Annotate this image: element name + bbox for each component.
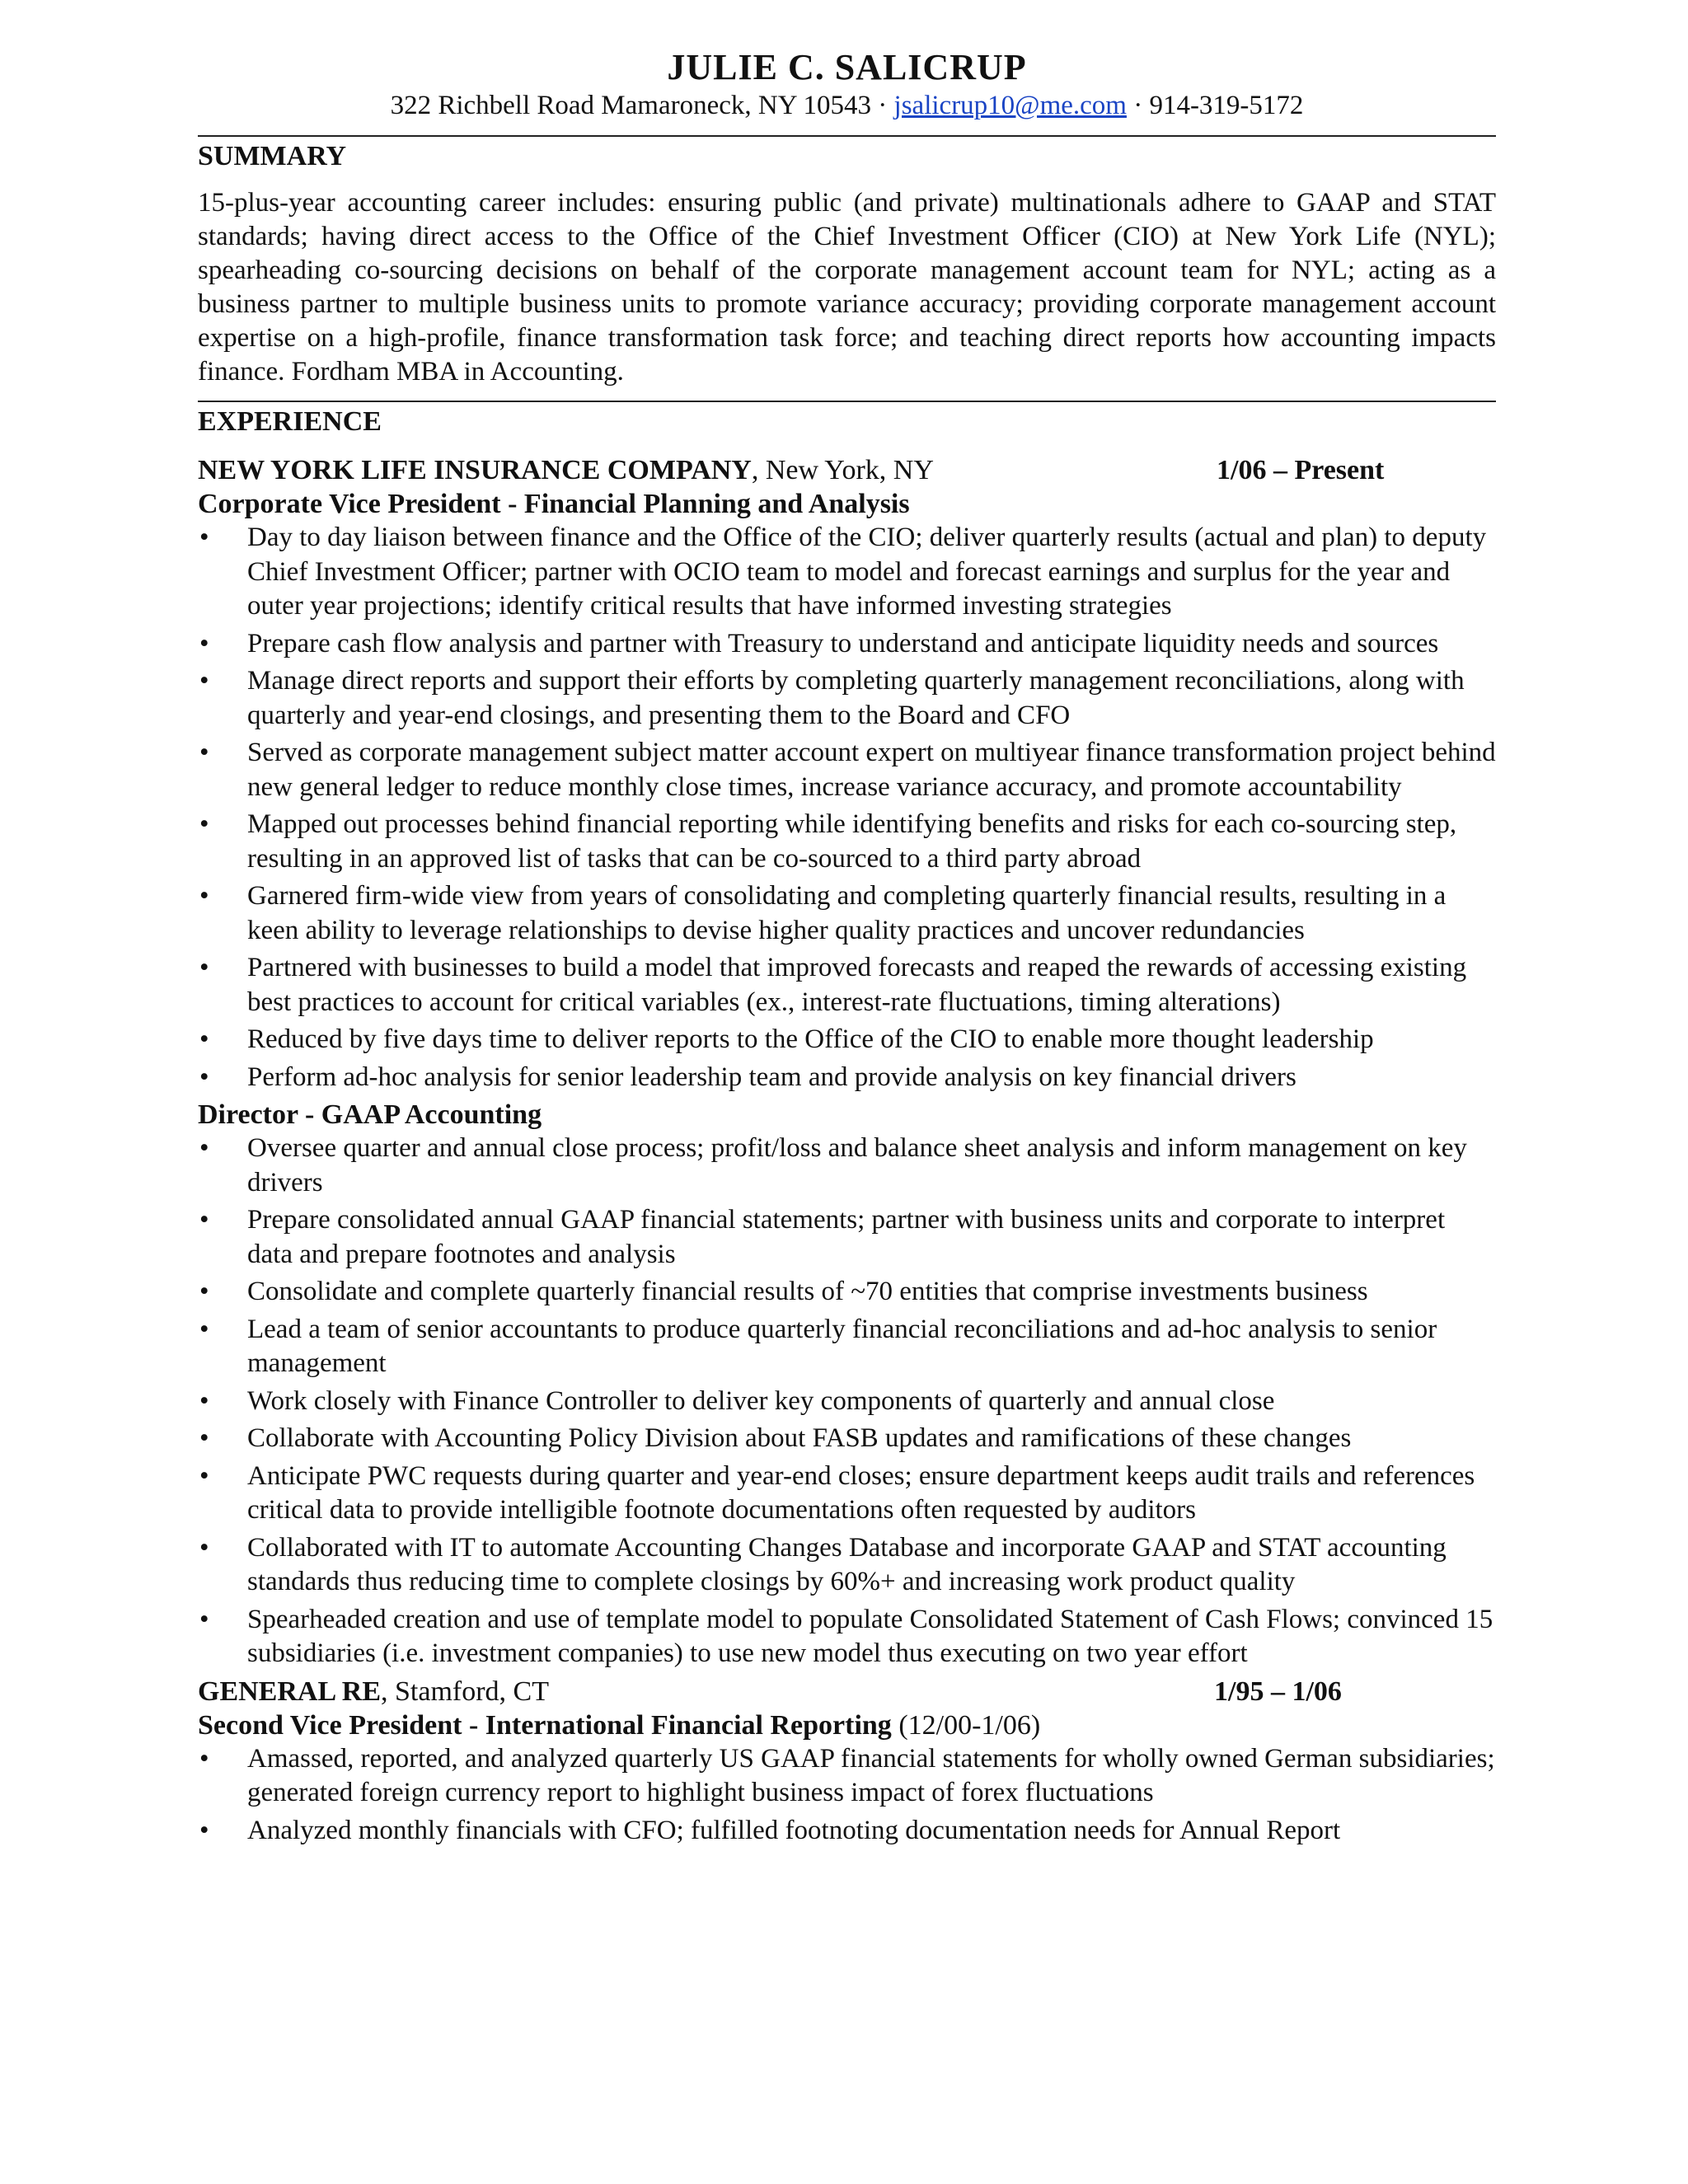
contact-line bbox=[198, 89, 1496, 122]
company-name: NEW YORK LIFE INSURANCE COMPANY bbox=[198, 455, 752, 485]
address: 322 Richbell Road Mamaroneck, NY 10543 · bbox=[390, 91, 894, 120]
bullet-item: • Amassed, reported, and analyzed quarterly US GAAP financial statements for wholly owned German subsidiaries; generated foreign currency report to highlight business impact of forex fluctuations bbox=[198, 1742, 1496, 1811]
bullet-item: • Collaborate with Accounting Policy Division about FASB updates and ramifications of these changes bbox=[198, 1422, 1496, 1456]
bullet-list bbox=[198, 1132, 1496, 1671]
bullet-item: • Perform ad-hoc analysis for senior leadership team and provide analysis on key financial drivers bbox=[198, 1061, 1496, 1095]
bullet-item: • Consolidate and complete quarterly financial results of ~70 entities that comprise investments business bbox=[198, 1275, 1496, 1310]
job-header bbox=[198, 1675, 1496, 1708]
job-dates: 1/06 – Present bbox=[1217, 455, 1385, 485]
phone: · 914-319-5172 bbox=[1126, 91, 1304, 120]
job-dates: 1/95 – 1/06 bbox=[1214, 1675, 1342, 1707]
bullet-item: • Collaborated with IT to automate Accounting Changes Database and incorporate GAAP and STAT accounting standards thus reducing time to complete closings by 60%+ and increasing work product quality bbox=[198, 1531, 1496, 1600]
bullet-item: • Work closely with Finance Controller to deliver key components of quarterly and annual close bbox=[198, 1385, 1496, 1419]
bullet-item: • Spearheaded creation and use of template model to populate Consolidated Statement of Cash Flows; convinced 15 subsidiaries (i.e. investment companies) to use new model thus executing on two year effort bbox=[198, 1603, 1496, 1671]
company-name: GENERAL RE bbox=[198, 1675, 381, 1707]
role-dates: (12/00-1/06) bbox=[891, 1709, 1041, 1741]
bullet-item: • Analyzed monthly financials with CFO; fulfilled footnoting documentation needs for Annual Report bbox=[198, 1814, 1496, 1849]
role-title: Director - GAAP Accounting bbox=[198, 1099, 542, 1130]
bullet-list bbox=[198, 1742, 1496, 1849]
company-location: , New York, NY bbox=[751, 455, 934, 485]
role-title: Corporate Vice President - Financial Planning and Analysis bbox=[198, 489, 910, 519]
bullet-item: • Reduced by five days time to deliver reports to the Office of the CIO to enable more thought leadership bbox=[198, 1023, 1496, 1057]
resume-page bbox=[198, 43, 1496, 1851]
bullet-item: • Day to day liaison between finance and the Office of the CIO; deliver quarterly results (actual and plan) to deputy Chief Investment Officer; partner with OCIO team to model and forecast earnings and surplus for the year and outer year projections; identify critical results that have informed investing strategies bbox=[198, 521, 1496, 624]
summary-heading: SUMMARY bbox=[198, 141, 347, 171]
company-location: , Stamford, CT bbox=[381, 1675, 549, 1707]
bullet-list bbox=[198, 521, 1496, 1094]
bullet-item: • Anticipate PWC requests during quarter and year-end closes; ensure department keeps audit trails and references critical data to provide intelligible footnote documentations often requested by auditors bbox=[198, 1460, 1496, 1528]
bullet-item: • Served as corporate management subject matter account expert on multiyear finance transformation project behind new general ledger to reduce monthly close times, increase variance accuracy, and promote accountability bbox=[198, 736, 1496, 804]
role-title-line bbox=[198, 1708, 1496, 1742]
bullet-item: • Garnered firm-wide view from years of consolidating and completing quarterly financial results, resulting in a keen ability to leverage relationships to devise higher quality practices and uncover redundancies bbox=[198, 879, 1496, 948]
email-link[interactable]: jsalicrup10@me.com bbox=[893, 91, 1127, 120]
bullet-item: • Prepare consolidated annual GAAP financial statements; partner with business units and corporate to interpret data and prepare footnotes and analysis bbox=[198, 1203, 1496, 1272]
role-title: Second Vice President - International Financial Reporting bbox=[198, 1709, 892, 1741]
summary-text: 15-plus-year accounting career includes: ensuring public (and private) multinationals adhere to GAAP and STAT standards; having direct access to the Office of the Chief Investment Officer (CIO) at New York Life (NYL); spearheading co-sourcing decisions on behalf of the corporate management account team for NYL; acting as a business partner to multiple business units to promote variance accuracy; providing corporate management account expertise on a high-profile, finance transformation task force; and teaching direct reports how accounting impacts finance. Fordham MBA in Accounting. bbox=[198, 188, 1496, 387]
bullet-item: • Mapped out processes behind financial reporting while identifying benefits and risks for each co-sourcing step, resulting in an approved list of tasks that can be co-sourced to a third party abroad bbox=[198, 808, 1496, 876]
job-header bbox=[198, 453, 1496, 487]
divider bbox=[198, 401, 1496, 402]
candidate-name: JULIE C. SALICRUP bbox=[667, 47, 1027, 87]
bullet-item: • Prepare cash flow analysis and partner with Treasury to understand and anticipate liquidity needs and sources bbox=[198, 627, 1496, 662]
bullet-item: • Manage direct reports and support their efforts by completing quarterly management reconciliations, along with quarterly and year-end closings, and presenting them to the Board and CFO bbox=[198, 664, 1496, 733]
bullet-item: • Lead a team of senior accountants to produce quarterly financial reconciliations and ad-hoc analysis to senior management bbox=[198, 1313, 1496, 1381]
experience-heading: EXPERIENCE bbox=[198, 406, 382, 437]
bullet-item: • Partnered with businesses to build a model that improved forecasts and reaped the rewards of accessing existing best practices to account for critical variables (ex., interest-rate fluctuations, timing alterations) bbox=[198, 951, 1496, 1019]
divider bbox=[198, 135, 1496, 137]
bullet-item: • Oversee quarter and annual close process; profit/loss and balance sheet analysis and inform management on key drivers bbox=[198, 1132, 1496, 1200]
